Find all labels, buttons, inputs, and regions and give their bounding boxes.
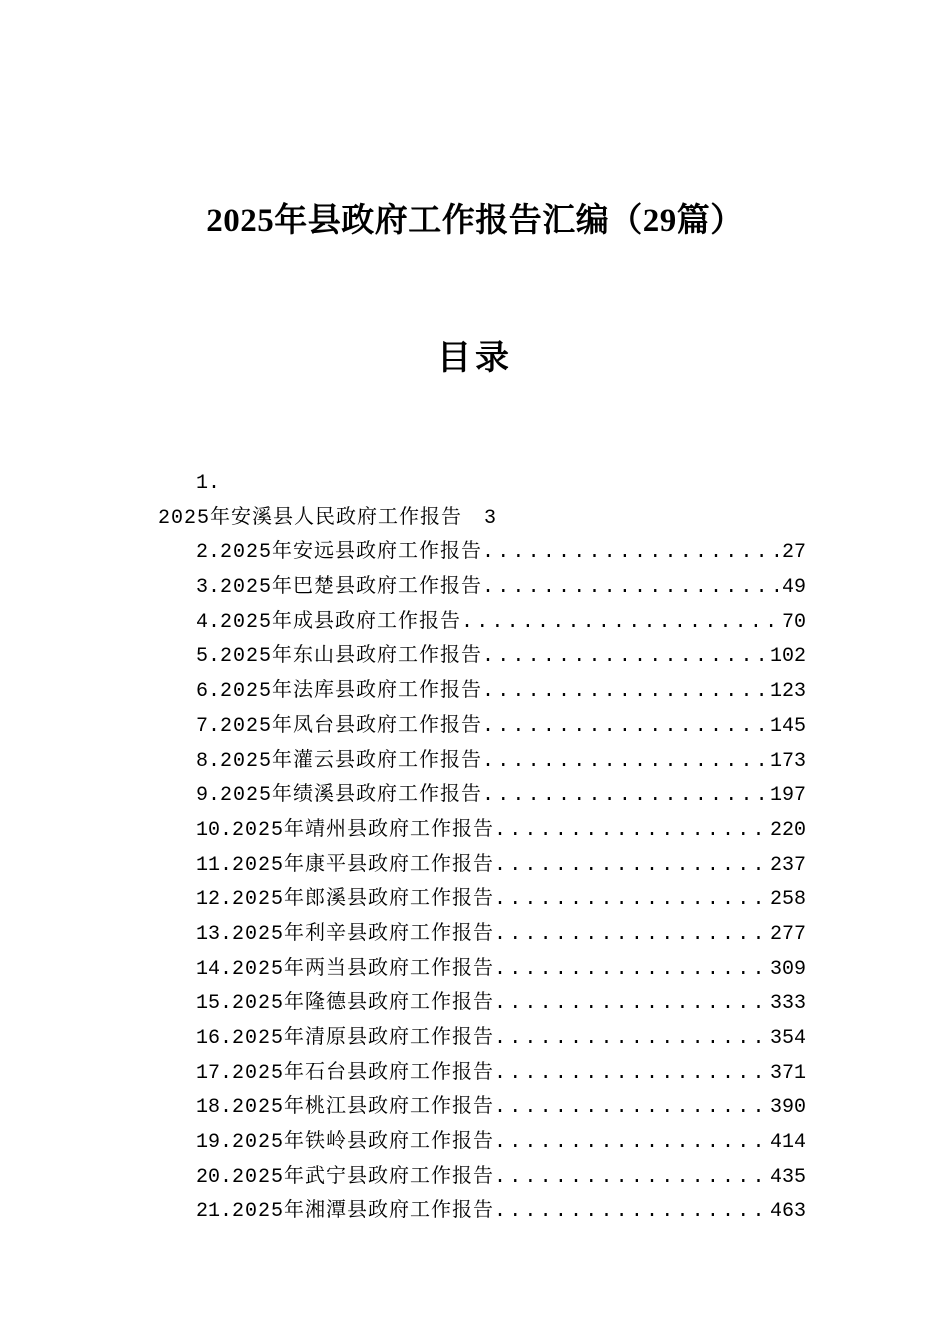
toc-entry-title: 2025年靖州县政府工作报告: [232, 818, 495, 842]
dot-leader: [494, 1022, 770, 1057]
toc-entry-13[interactable]: [196, 918, 806, 953]
toc-entry-1-number: 1.: [196, 472, 221, 495]
toc-entry-number: 9.: [196, 784, 221, 808]
toc-entry-page: 3: [484, 506, 498, 530]
toc-entry-title: 2025年灌云县政府工作报告: [220, 749, 483, 773]
dot-leader: [494, 814, 770, 849]
dot-leader: [494, 849, 770, 884]
toc-entry-page: 102: [769, 645, 806, 669]
toc-entry-number: 5.: [196, 645, 221, 669]
dot-leader: [494, 883, 770, 918]
toc-entry-6[interactable]: [196, 675, 806, 710]
toc-entry-number: 21.: [196, 1200, 233, 1224]
toc-entry-page: 123: [769, 680, 806, 704]
dot-leader: [482, 710, 770, 745]
toc-entry-title: 2025年桃江县政府工作报告: [232, 1096, 495, 1120]
dot-leader: [494, 1161, 770, 1196]
toc-entry-9[interactable]: [196, 779, 806, 814]
toc-entry-page: 173: [769, 749, 806, 773]
toc-entry-number: 8.: [196, 749, 221, 773]
dot-leader: [494, 918, 770, 953]
toc-entry-number: 11.: [196, 853, 233, 877]
toc-entry-20[interactable]: [196, 1161, 806, 1196]
toc-entry-number: 15.: [196, 992, 233, 1016]
toc-entry-page: 237: [769, 853, 806, 877]
dot-leader: [482, 536, 782, 571]
dot-leader: [494, 1057, 770, 1092]
toc-entry-number: 7.: [196, 714, 221, 738]
toc-entry-21[interactable]: [196, 1195, 806, 1230]
toc-entry-19[interactable]: [196, 1126, 806, 1161]
toc-entry-number: 6.: [196, 680, 221, 704]
toc-entry-page: 145: [769, 714, 806, 738]
toc-entry-title: 2025年康平县政府工作报告: [232, 853, 495, 877]
toc-entry-title: 2025年湘潭县政府工作报告: [232, 1200, 495, 1224]
toc-entry-11[interactable]: [196, 849, 806, 884]
toc-entry-title: 2025年绩溪县政府工作报告: [220, 784, 483, 808]
toc-entry-title: 2025年石台县政府工作报告: [232, 1061, 495, 1085]
dot-leader: [494, 1091, 770, 1126]
toc-entry-title: 2025年利辛县政府工作报告: [232, 922, 495, 946]
toc-entry-page: 333: [769, 992, 806, 1016]
toc-entry-3[interactable]: [196, 571, 806, 606]
table-of-contents: [158, 467, 806, 1230]
toc-entry-page: 390: [769, 1096, 806, 1120]
toc-entry-5[interactable]: [196, 640, 806, 675]
toc-entry-16[interactable]: [196, 1022, 806, 1057]
toc-entry-page: 309: [769, 957, 806, 981]
dot-leader: [494, 987, 770, 1022]
toc-entry-title: 2025年法库县政府工作报告: [220, 680, 483, 704]
dot-leader: [482, 675, 770, 710]
toc-entry-number: 4.: [196, 610, 221, 634]
toc-entry-17[interactable]: [196, 1057, 806, 1092]
toc-entry-title: 2025年巴楚县政府工作报告: [220, 576, 483, 600]
document-title: 2025年县政府工作报告汇编（29篇）: [206, 203, 744, 239]
toc-entry-10[interactable]: [196, 814, 806, 849]
toc-entry-14[interactable]: [196, 953, 806, 988]
toc-entry-page: 435: [769, 1165, 806, 1189]
toc-entry-title: 2025年两当县政府工作报告: [232, 957, 495, 981]
toc-entry-page: 197: [769, 784, 806, 808]
toc-entry-page: 371: [769, 1061, 806, 1085]
toc-entry-page: 49: [781, 576, 806, 600]
toc-entry-page: 70: [781, 610, 806, 634]
toc-entry-page: 354: [769, 1027, 806, 1050]
toc-entry-number: 13.: [196, 922, 233, 946]
toc-entry-number: 2.: [196, 541, 221, 565]
toc-entry-number: 3.: [196, 576, 221, 600]
toc-entry-18[interactable]: [196, 1091, 806, 1126]
toc-entry-number: 18.: [196, 1096, 233, 1120]
toc-entry-page: 258: [769, 888, 806, 912]
toc-entry-title: 2025年铁岭县政府工作报告: [232, 1131, 495, 1155]
toc-entry-number: 20.: [196, 1165, 233, 1189]
toc-entry-page: 414: [769, 1131, 806, 1155]
toc-entry-number: 16.: [196, 1027, 233, 1050]
toc-entry-number: 19.: [196, 1131, 233, 1155]
toc-entry-number: 14.: [196, 957, 233, 981]
toc-entry-title: 2025年安溪县人民政府工作报告: [158, 506, 463, 530]
toc-entry-8[interactable]: [196, 745, 806, 780]
toc-entry-title: 2025年武宁县政府工作报告: [232, 1165, 495, 1189]
toc-entry-number: 17.: [196, 1061, 233, 1085]
toc-entry-1[interactable]: [158, 502, 806, 537]
dot-leader: [494, 953, 770, 988]
toc-entry-title: 2025年凤台县政府工作报告: [220, 714, 483, 738]
toc-entry-7[interactable]: [196, 710, 806, 745]
dot-leader: [482, 640, 770, 675]
toc-entry-2[interactable]: [196, 536, 806, 571]
toc-entry-title: 2025年隆德县政府工作报告: [232, 992, 495, 1016]
toc-heading: 目录: [437, 340, 513, 377]
dot-leader: [461, 606, 782, 641]
toc-entry-15[interactable]: [196, 987, 806, 1022]
dot-leader: [482, 745, 770, 780]
toc-entry-page: 277: [769, 922, 806, 946]
toc-entry-title: 2025年郎溪县政府工作报告: [232, 888, 495, 912]
toc-entry-page: 463: [769, 1200, 806, 1224]
toc-entry-title: 2025年东山县政府工作报告: [220, 645, 483, 669]
toc-entry-number: 10.: [196, 818, 233, 842]
dot-leader: [494, 1126, 770, 1161]
toc-entry-page: 27: [781, 541, 806, 565]
toc-entry-4[interactable]: [196, 606, 806, 641]
dot-leader: [482, 779, 770, 814]
dot-leader: [494, 1195, 770, 1230]
toc-entry-title: 2025年安远县政府工作报告: [220, 541, 483, 565]
toc-entry-page: 220: [769, 818, 806, 842]
toc-entry-title: 2025年清原县政府工作报告: [232, 1027, 495, 1050]
toc-entry-12[interactable]: [196, 883, 806, 918]
toc-entry-title: 2025年成县政府工作报告: [220, 610, 462, 634]
dot-leader: [482, 571, 782, 606]
toc-entry-number: 12.: [196, 888, 233, 912]
